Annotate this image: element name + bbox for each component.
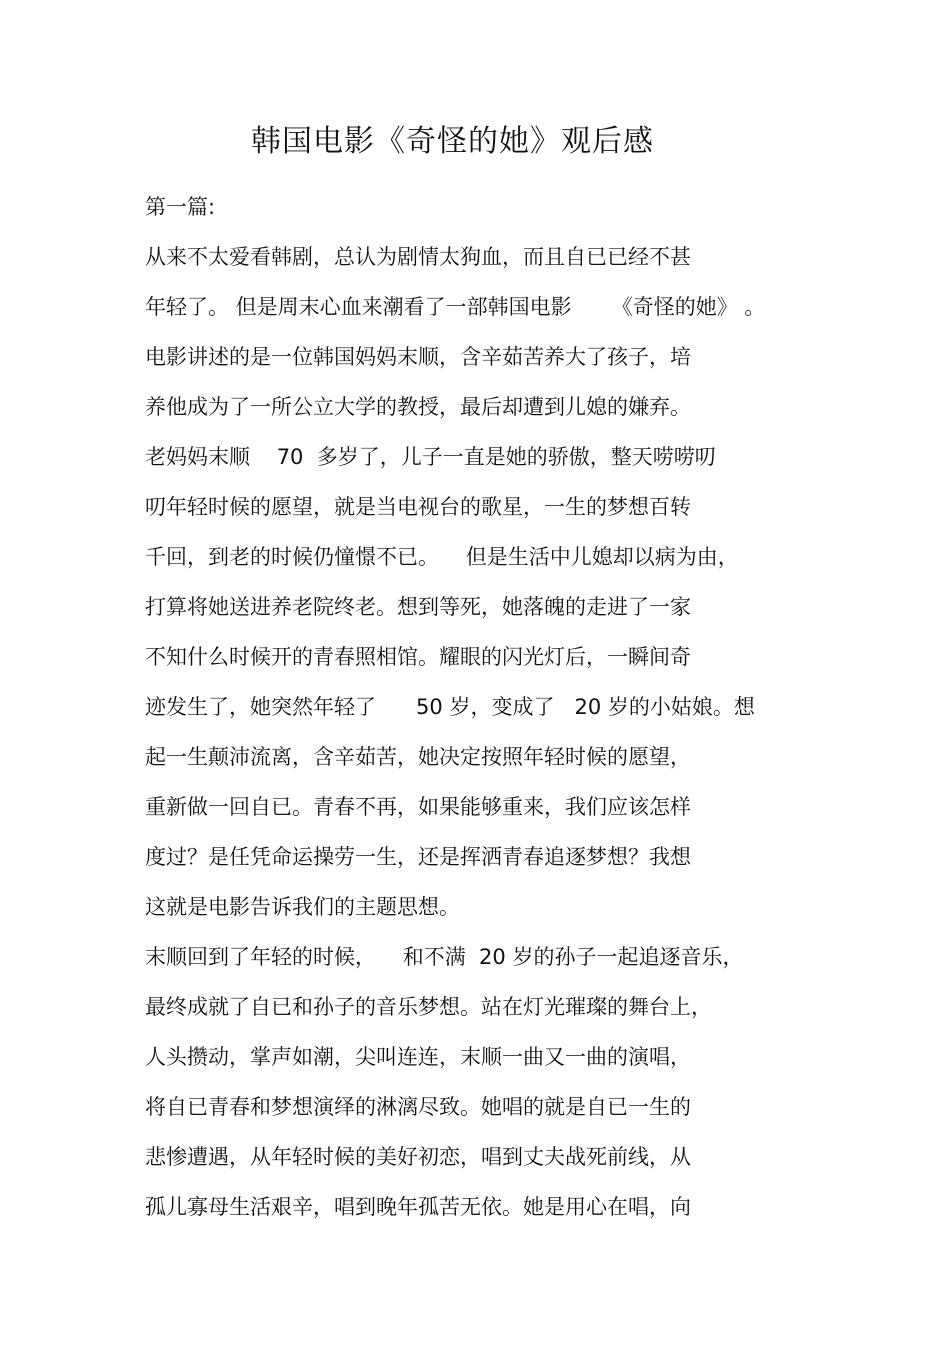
body-line: 老妈妈末顺 70 多岁了，儿子一直是她的骄傲，整天唠唠叨 (145, 445, 716, 469)
document-body (145, 184, 845, 1234)
body-line: 千回，到老的时候仍憧憬不已。 但是生活中儿媳却以病为由， (145, 545, 739, 569)
body-line: 迹发生了，她突然年轻了 50 岁，变成了 20 岁的小姑娘。想 (145, 695, 755, 719)
body-line: 从来不太爱看韩剧，总认为剧情太狗血，而且自已已经不甚 (145, 245, 691, 269)
body-line: 末顺回到了年轻的时候， 和不满 20 岁的孙子一起追逐音乐， (145, 945, 744, 969)
body-line-section-heading: 第一篇: (145, 195, 216, 219)
body-line: 最终成就了自已和孙子的音乐梦想。站在灯光璀璨的舞台上， (145, 995, 712, 1019)
body-line: 电影讲述的是一位韩国妈妈末顺，含辛茹苦养大了孩子，培 (145, 345, 691, 369)
body-line: 打算将她送进养老院终老。想到等死，她落魄的走进了一家 (145, 595, 691, 619)
body-line: 养他成为了一所公立大学的教授，最后却遭到儿媳的嫌弃。 (145, 395, 691, 419)
body-line: 将自已青春和梦想演绎的淋漓尽致。她唱的就是自已一生的 (145, 1095, 691, 1119)
body-line: 这就是电影告诉我们的主题思想。 (145, 895, 460, 919)
body-line: 年轻了。 但是周末心血来潮看了一部韩国电影 《奇怪的她》 。 (145, 295, 766, 319)
body-line: 重新做一回自已。青春不再，如果能够重来，我们应该怎样 (145, 795, 691, 819)
body-line: 叨年轻时候的愿望，就是当电视台的歌星，一生的梦想百转 (145, 495, 691, 519)
body-line: 悲惨遭遇，从年轻时候的美好初恋，唱到丈夫战死前线，从 (145, 1145, 691, 1169)
body-line: 孤儿寡母生活艰辛，唱到晚年孤苦无依。她是用心在唱，向 (145, 1195, 691, 1219)
body-line: 度过？是任凭命运操劳一生，还是挥洒青春追逐梦想？我想 (145, 845, 691, 869)
body-line: 人头攒动，掌声如潮，尖叫连连，末顺一曲又一曲的演唱， (145, 1045, 691, 1069)
document-title: 韩国电影《奇怪的她》观后感 (251, 124, 654, 159)
body-line: 起一生颠沛流离，含辛茹苦，她决定按照年轻时候的愿望， (145, 745, 691, 769)
body-line: 不知什么时候开的青春照相馆。耀眼的闪光灯后，一瞬间奇 (145, 645, 691, 669)
